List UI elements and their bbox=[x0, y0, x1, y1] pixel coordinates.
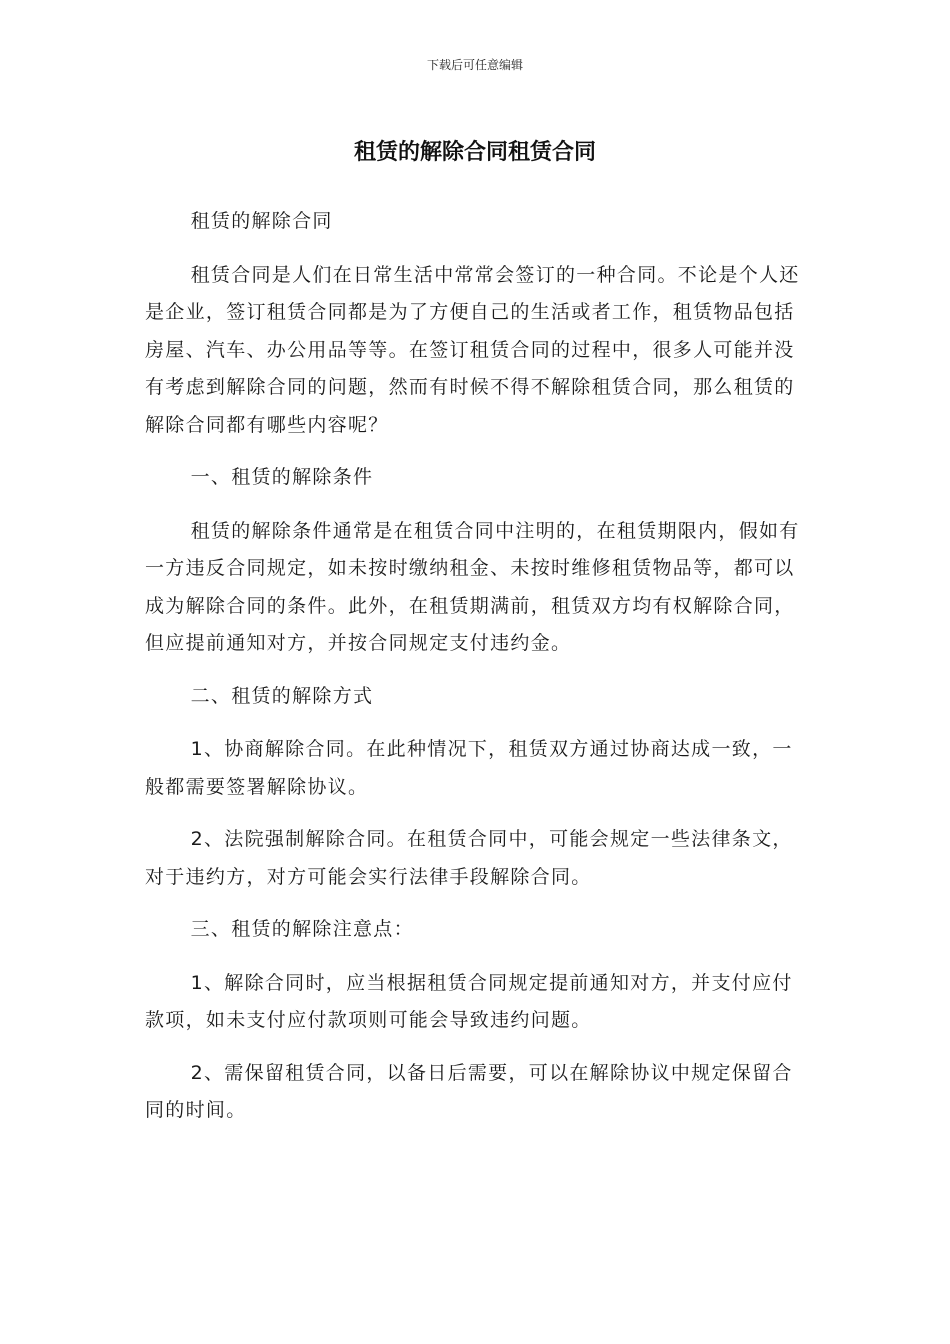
header-note: 下载后可任意编辑 bbox=[426, 58, 523, 72]
section-heading-conditions: 一、租赁的解除条件 bbox=[190, 466, 374, 488]
section-heading-notes: 三、租赁的解除注意点： bbox=[190, 918, 414, 940]
method-item-1: 1、协商解除合同。在此种情况下，租赁双方通过协商达成一致，一般都需要签署解除协议。 bbox=[145, 738, 793, 798]
method-item-2: 2、法院强制解除合同。在租赁合同中，可能会规定一些法律条文，对于违约方，对方可能会实行法律手段解除合同。 bbox=[145, 828, 793, 888]
subtitle-paragraph: 租赁的解除合同 bbox=[190, 210, 333, 232]
note-item-2: 2、需保留租赁合同，以备日后需要，可以在解除协议中规定保留合同的时间。 bbox=[145, 1061, 793, 1121]
intro-paragraph: 租赁合同是人们在日常生活中常常会签订的一种合同。不论是个人还是企业，签订租赁合同都是为了方便自己的生活或者工作，租赁物品包括房屋、汽车、办公用品等等。在签订租赁合同的过程中，很多人可能并没有考虑到解除合同的问题，然而有时候不得不解除租赁合同，那么租赁的解除合同都有哪些内容呢？ bbox=[145, 263, 800, 436]
note-item-1: 1、解除合同时，应当根据租赁合同规定提前通知对方，并支付应付款项，如未支付应付款项则可能会导致违约问题。 bbox=[145, 971, 793, 1031]
section-heading-methods: 二、租赁的解除方式 bbox=[190, 684, 374, 707]
document-body bbox=[145, 203, 810, 1145]
conditions-paragraph: 租赁的解除条件通常是在租赁合同中注明的，在租赁期限内，假如有一方违反合同规定，如未按时缴纳租金、未按时维修租赁物品等，都可以成为解除合同的条件。此外，在租赁期满前，租赁双方均有权解除合同，但应提前通知对方，并按合同规定支付违约金。 bbox=[145, 519, 800, 654]
document-title: 租赁的解除合同租赁合同 bbox=[353, 140, 596, 165]
